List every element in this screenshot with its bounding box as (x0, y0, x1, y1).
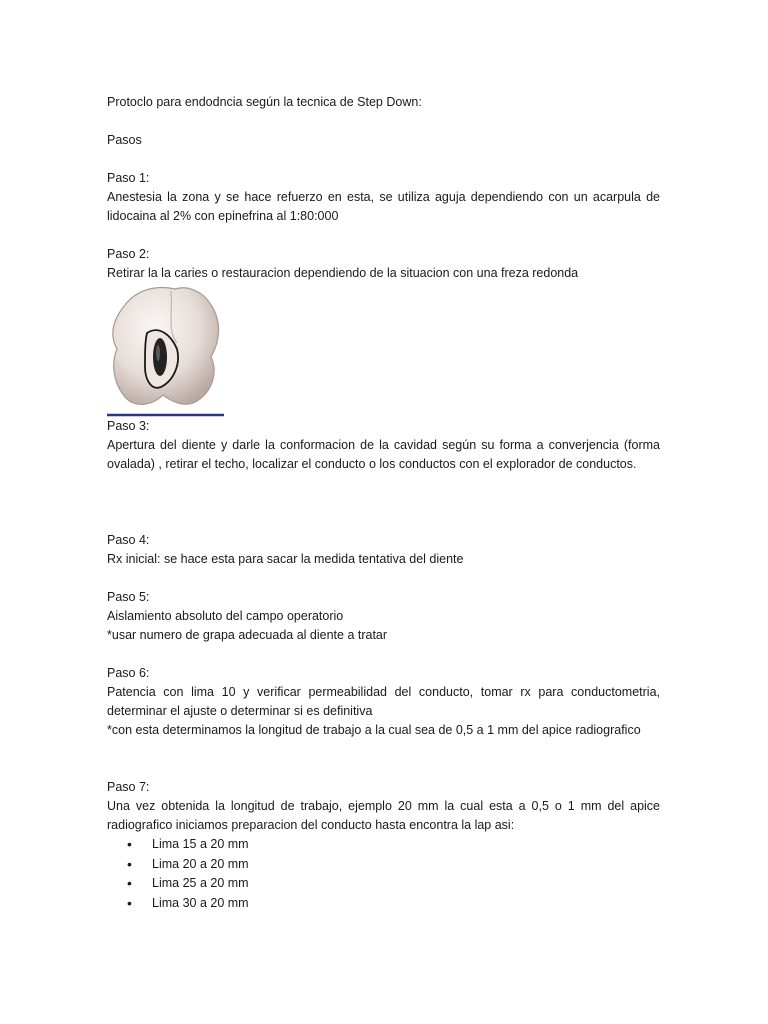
list-item: • Lima 30 a 20 mm (107, 894, 249, 914)
document-title: Protoclo para endodncia según la tecnica de Step Down: (107, 95, 422, 109)
step-4-heading: Paso 4: (107, 533, 150, 547)
file-list (107, 835, 249, 913)
step-3-heading: Paso 3: (107, 419, 150, 433)
step-6-text: Patencia con lima 10 y verificar permeabilidad del conducto, tomar rx para conductometria, determinar el ajuste o determinar si es definitiva (107, 685, 660, 718)
step-5-note: *usar numero de grapa adecuada al diente a tratar (107, 628, 388, 642)
step-5-heading: Paso 5: (107, 590, 150, 604)
step-7-text: Una vez obtenida la longitud de trabajo, ejemplo 20 mm la cual esta a 0,5 o 1 mm del apice radiografico iniciamos preparacion del conducto hasta encontra la lap asi: (107, 799, 660, 832)
step-6-note: *con esta determinamos la longitud de trabajo a la cual sea de 0,5 a 1 mm del apice radiografico (107, 723, 641, 737)
step-1-heading: Paso 1: (107, 171, 150, 185)
list-item: • Lima 25 a 20 mm (107, 874, 249, 894)
list-item: • Lima 15 a 20 mm (107, 835, 249, 855)
list-item: • Lima 20 a 20 mm (107, 855, 249, 875)
step-1-text: Anestesia la zona y se hace refuerzo en esta, se utiliza aguja dependiendo con un acarpula de lidocaina al 2% con epinefrina al 1:80:000 (107, 190, 660, 223)
step-4-text: Rx inicial: se hace esta para sacar la medida tentativa del diente (107, 552, 464, 566)
tooth-illustration (107, 283, 224, 418)
step-7-heading: Paso 7: (107, 780, 150, 794)
step-3-text: Apertura del diente y darle la conformacion de la cavidad según su forma a converjencia (forma ovalada) , retirar el techo, localizar el conducto o los conductos con el explorador de conductos. (107, 438, 660, 471)
subtitle: Pasos (107, 133, 142, 147)
step-2-heading: Paso 2: (107, 247, 150, 261)
step-5-text: Aislamiento absoluto del campo operatorio (107, 609, 344, 623)
step-6-heading: Paso 6: (107, 666, 150, 680)
step-2-text: Retirar la la caries o restauracion dependiendo de la situacion con una freza redonda (107, 266, 579, 280)
